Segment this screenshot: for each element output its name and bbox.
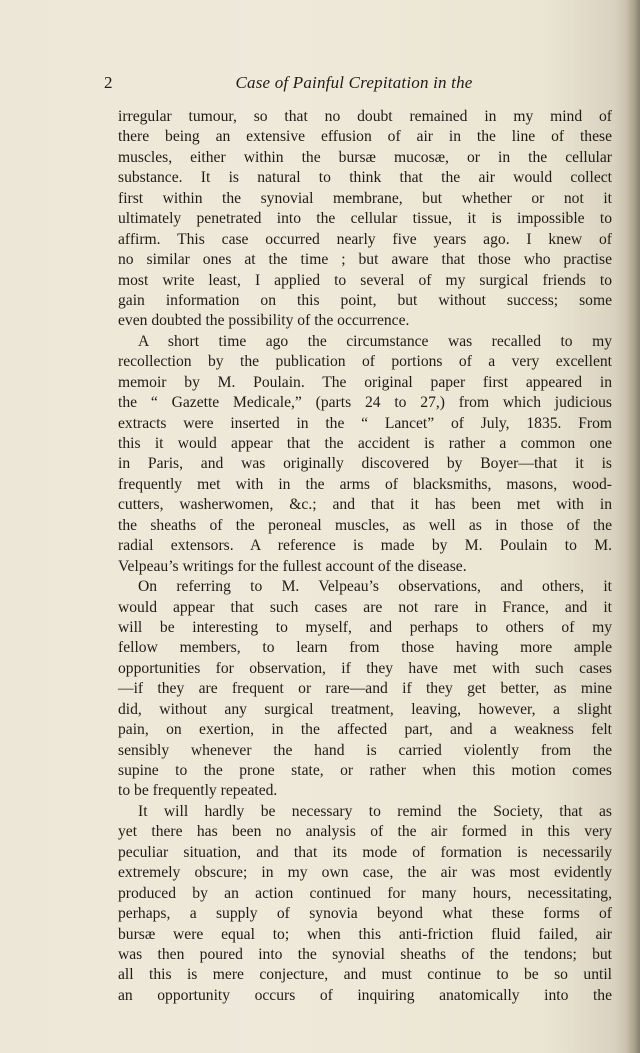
text-line: bursæ were equal to; when this anti-friction fluid failed, air [118, 925, 612, 943]
text-line: perhaps, a supply of synovia beyond what these forms of [118, 905, 612, 923]
text-line: sensibly whenever the hand is carried violently from the [118, 741, 612, 759]
text-line: frequently met with in the arms of blacksmiths, masons, wood- [118, 475, 612, 493]
text-line: most write least, I applied to several of my surgical friends to [118, 271, 612, 289]
text-line: memoir by M. Poulain. The original paper first appeared in [118, 373, 612, 391]
text-line: substance. It is natural to think that the air would collect [118, 169, 612, 187]
text-line: no similar ones at the time ; but aware that those who practise [118, 251, 612, 269]
text-line: opportunities for observation, if they have met with such cases [118, 659, 612, 677]
text-line: muscles, either within the bursæ mucosæ, or in the cellular [118, 148, 612, 166]
text-line: was then poured into the synovial sheaths of the tendons; but [118, 945, 612, 963]
text-line: cutters, washerwomen, &c.; and that it has been met with in [118, 496, 612, 514]
text-line: there being an extensive effusion of air in the line of these [118, 128, 612, 146]
text-line: the “ Gazette Medicale,” (parts 24 to 27,) from which judicious [118, 394, 612, 412]
text-line: extracts were inserted in the “ Lancet” of July, 1835. From [118, 414, 612, 432]
text-line: extremely obscure; in my own case, the air was most evidently [118, 864, 612, 882]
text-line: to be frequently repeated. [118, 782, 278, 800]
page-header [104, 70, 604, 96]
text-line: all this is mere conjecture, and must continue to be so until [118, 966, 612, 984]
text-line: produced by an action continued for many hours, necessitating, [118, 884, 612, 902]
text-line: fellow members, to learn from those having more ample [118, 639, 612, 657]
text-line: Velpeau’s writings for the fullest account of the disease. [118, 557, 467, 575]
text-line: affirm. This case occurred nearly five years ago. I knew of [118, 230, 612, 248]
text-line: will be interesting to myself, and perhaps to others of my [118, 618, 612, 636]
text-line: peculiar situation, and that its mode of formation is necessarily [118, 843, 612, 861]
text-line: first within the synovial membrane, but whether or not it [118, 189, 612, 207]
text-line: ultimately penetrated into the cellular tissue, it is impossible to [118, 210, 612, 228]
page-edge-shadow [626, 0, 640, 1053]
text-line: yet there has been no analysis of the air formed in this very [118, 823, 612, 841]
text-line: radial extensors. A reference is made by M. Poulain to M. [118, 537, 612, 555]
text-line: an opportunity occurs of inquiring anatomically into the [118, 986, 612, 1004]
text-line: this it would appear that the accident is rather a common one [118, 435, 612, 452]
page-number: 2 [104, 73, 113, 92]
body-text [118, 107, 612, 1006]
text-line: would appear that such cases are not rare in France, and it [118, 598, 612, 616]
text-line: the sheaths of the peroneal muscles, as well as in those of the [118, 516, 612, 534]
text-line: pain, on exertion, in the affected part, and a weakness felt [118, 721, 612, 739]
text-line: A short time ago the circumstance was recalled to my [138, 332, 612, 350]
text-line: in Paris, and was originally discovered by Boyer—that it is [118, 455, 612, 473]
text-line: did, without any surgical treatment, leaving, however, a slight [118, 700, 612, 718]
text-line: —if they are frequent or rare—and if they get better, as mine [118, 680, 612, 698]
text-line: On referring to M. Velpeau’s observations, and others, it [138, 578, 612, 596]
running-title: Case of Painful Crepitation in the [235, 73, 473, 92]
text-line: supine to the prone state, or rather when this motion comes [118, 762, 612, 779]
text-line: irregular tumour, so that no doubt remained in my mind of [118, 108, 612, 125]
text-line: even doubted the possibility of the occurrence. [118, 312, 410, 330]
text-line: recollection by the publication of portions of a very excellent [118, 353, 612, 371]
text-line: It will hardly be necessary to remind the Society, that as [138, 802, 612, 820]
text-line: gain information on this point, but without success; some [118, 291, 612, 309]
